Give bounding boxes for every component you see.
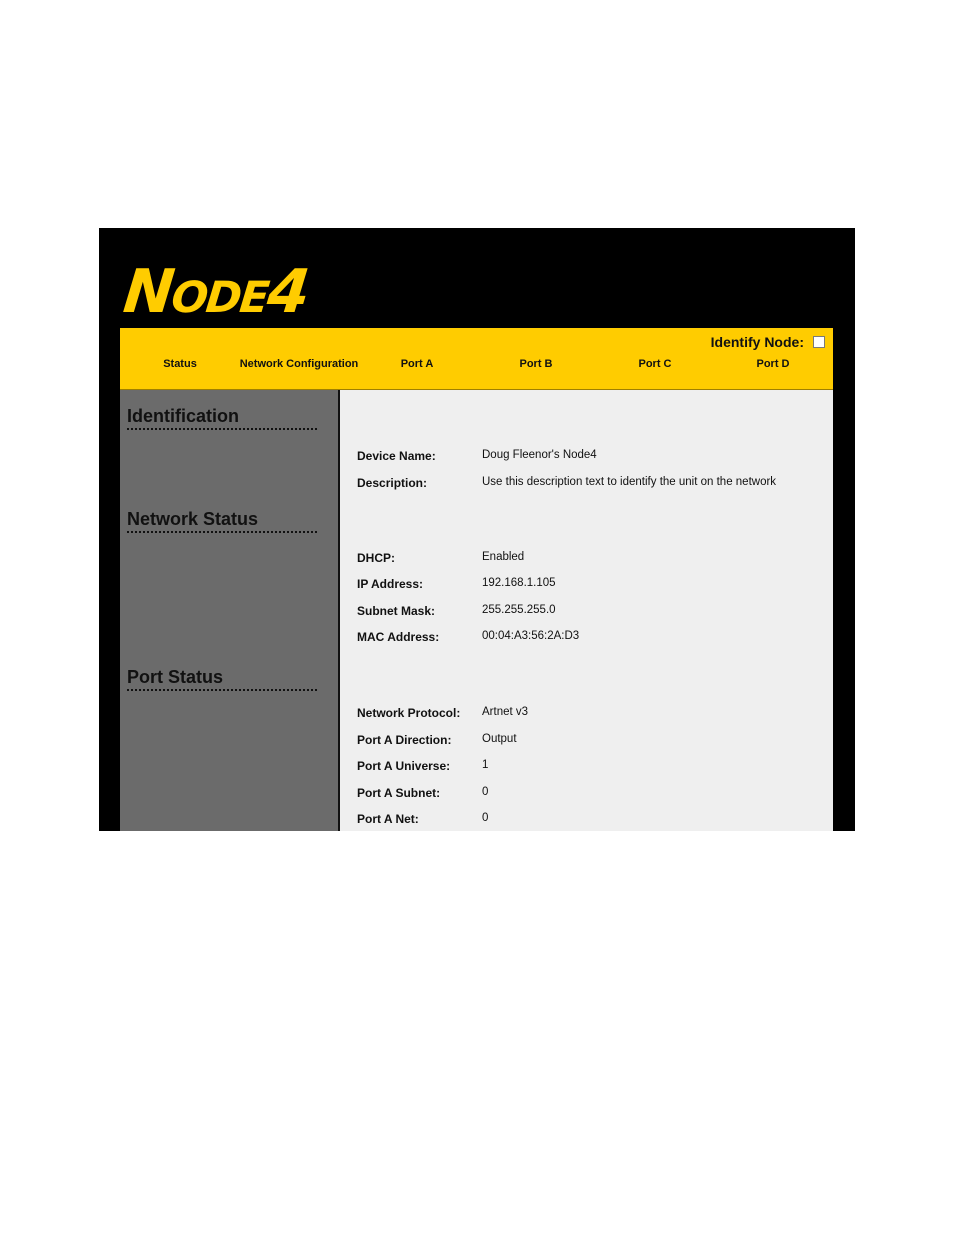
description-value: Use this description text to identify the unit on the network: [482, 476, 777, 488]
device-name-value: Doug Fleenor's Node4: [482, 449, 597, 461]
port-a-net-value: 0: [482, 812, 489, 824]
subnet-mask-label: Subnet Mask:: [357, 604, 436, 618]
device-name-label: Device Name:: [357, 449, 436, 463]
ip-address-value: 192.168.1.105: [482, 577, 556, 589]
port-a-subnet-label: Port A Subnet:: [357, 786, 441, 800]
nav-tab-port-c[interactable]: Port C: [638, 358, 672, 370]
nav-tab-network-configuration[interactable]: Network Configuration: [239, 358, 359, 370]
network-protocol-label: Network Protocol:: [357, 706, 461, 720]
sidebar: [120, 390, 338, 831]
port-a-direction-value: Output: [482, 733, 517, 745]
port-a-universe-value: 1: [482, 759, 489, 771]
nav-tab-port-a[interactable]: Port A: [400, 358, 434, 370]
ip-address-label: IP Address:: [357, 577, 424, 591]
heading-network-status: Network Status: [127, 509, 317, 533]
port-a-subnet-value: 0: [482, 786, 489, 798]
nav-tab-port-d[interactable]: Port D: [756, 358, 790, 370]
mac-address-value: 00:04:A3:56:2A:D3: [482, 630, 580, 642]
node4-logo: NODE4: [120, 257, 312, 327]
identify-node-checkbox[interactable]: [813, 336, 825, 348]
description-label: Description:: [357, 476, 428, 490]
heading-port-status: Port Status: [127, 667, 317, 691]
nav-bar: [120, 328, 833, 390]
port-a-universe-label: Port A Universe:: [357, 759, 451, 773]
nav-tab-status[interactable]: Status: [163, 358, 197, 370]
subnet-mask-value: 255.255.255.0: [482, 604, 556, 616]
status-content: [340, 390, 833, 831]
port-a-net-label: Port A Net:: [357, 812, 419, 826]
identify-node-control: [711, 334, 825, 350]
identify-node-label: Identify Node:: [710, 334, 804, 350]
dhcp-value: Enabled: [482, 551, 525, 563]
node4-web-ui: [99, 228, 855, 831]
nav-tab-port-b[interactable]: Port B: [519, 358, 553, 370]
port-a-direction-label: Port A Direction:: [357, 733, 452, 747]
heading-identification: Identification: [127, 406, 317, 430]
mac-address-label: MAC Address:: [357, 630, 440, 644]
dhcp-label: DHCP:: [357, 551, 395, 565]
network-protocol-value: Artnet v3: [482, 706, 529, 718]
